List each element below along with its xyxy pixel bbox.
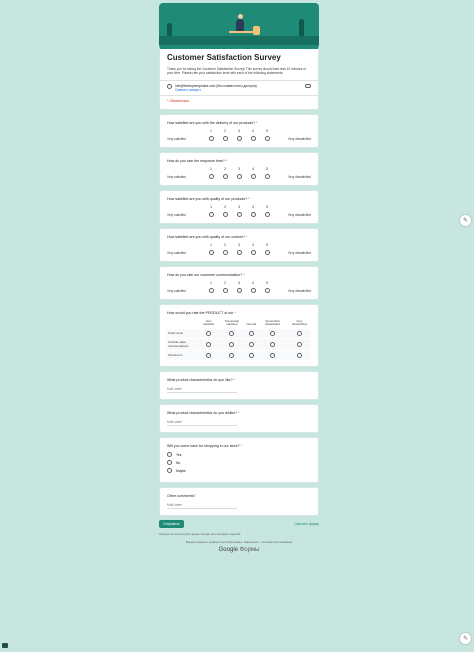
scale-radio[interactable] xyxy=(237,136,242,141)
choice-radio[interactable] xyxy=(167,460,172,465)
scale-number: 3 xyxy=(238,242,240,247)
clear-form-button[interactable]: Очистить форму xyxy=(294,522,319,527)
grid-radio[interactable] xyxy=(297,353,302,358)
question-title: How do you rate our customer communication? * xyxy=(167,272,245,277)
scale-radio[interactable] xyxy=(237,174,242,179)
footer-warning: Никогда не используйте формы Google для передачи паролей. xyxy=(159,532,242,537)
grid-radio[interactable] xyxy=(229,342,234,347)
scale-number: 5 xyxy=(266,242,268,247)
grid-radio[interactable] xyxy=(206,331,211,336)
linear-scale xyxy=(167,205,311,217)
scale-number: 4 xyxy=(252,280,254,285)
question-title: How do you rate the response time? * xyxy=(167,158,228,163)
scale-radio[interactable] xyxy=(223,212,228,217)
scale-radio[interactable] xyxy=(251,212,256,217)
floor-decoration xyxy=(159,36,319,45)
choice-radio[interactable] xyxy=(167,468,172,473)
scale-number: 2 xyxy=(224,280,226,285)
radio-grid xyxy=(167,319,311,360)
scale-radio[interactable] xyxy=(265,288,270,293)
scale-number: 4 xyxy=(252,166,254,171)
scale-number: 5 xyxy=(266,204,268,209)
required-note: * Обязательно xyxy=(167,98,190,103)
grid-radio[interactable] xyxy=(270,331,275,336)
scale-radio[interactable] xyxy=(223,250,228,255)
submit-button[interactable]: Отправить xyxy=(159,520,184,528)
choice-radio[interactable] xyxy=(167,452,172,457)
report-flag-icon[interactable] xyxy=(2,643,8,648)
scale-radio[interactable] xyxy=(265,212,270,217)
scale-radio[interactable] xyxy=(265,136,270,141)
grid-radio[interactable] xyxy=(297,331,302,336)
choice-label: Yes xyxy=(176,452,182,457)
grid-radio[interactable] xyxy=(249,342,254,347)
grid-row-label: Order desk xyxy=(167,329,199,339)
question-title: What product characteristics do you like? * xyxy=(167,378,235,383)
footer-domain-note: Форма создана в домене FreeTopTemplates. Нарушение - Условия использования xyxy=(185,540,293,545)
scale-radio[interactable] xyxy=(223,288,228,293)
scale-number: 3 xyxy=(238,280,240,285)
divider xyxy=(160,80,318,81)
grid-row-label: Outside sales representatives xyxy=(167,339,199,351)
question-title: How satisfied are you with quality of our products? * xyxy=(167,196,250,201)
scale-number: 3 xyxy=(238,166,240,171)
scale-number: 2 xyxy=(224,204,226,209)
choice-option[interactable] xyxy=(167,460,311,465)
grid-radio[interactable] xyxy=(229,353,234,358)
scale-number: 5 xyxy=(266,166,268,171)
person-head-illustration xyxy=(238,14,243,19)
grid-radio[interactable] xyxy=(297,342,302,347)
scale-low-label: Very satisfied xyxy=(167,212,186,217)
scale-radio[interactable] xyxy=(223,174,228,179)
scale-high-label: Very dissatisfied xyxy=(287,250,311,255)
grid-column-header: Very dissatisfied xyxy=(291,318,307,327)
linear-scale xyxy=(167,167,311,179)
scale-low-label: Very satisfied xyxy=(167,136,186,141)
question-card xyxy=(159,114,319,148)
cloud-saved-icon xyxy=(305,84,311,88)
question-title: What product characteristics do you dislike? * xyxy=(167,411,240,416)
question-card xyxy=(159,304,319,367)
scale-number: 5 xyxy=(266,280,268,285)
choice-label: Maybe xyxy=(176,468,186,473)
scale-number: 1 xyxy=(210,242,212,247)
scale-high-label: Very dissatisfied xyxy=(287,174,311,179)
grid-column-header: Neutral xyxy=(246,322,257,327)
chair-illustration xyxy=(253,26,260,35)
person-illustration xyxy=(236,19,244,31)
scale-number: 4 xyxy=(252,242,254,247)
form-actions xyxy=(159,520,319,528)
scale-high-label: Very dissatisfied xyxy=(287,212,311,217)
scale-number: 2 xyxy=(224,242,226,247)
form-title: Customer Satisfaction Survey xyxy=(167,53,281,62)
scale-number: 5 xyxy=(266,128,268,133)
scale-low-label: Very satisfied xyxy=(167,174,186,179)
divider xyxy=(160,95,318,96)
scale-number: 1 xyxy=(210,280,212,285)
scale-radio[interactable] xyxy=(265,250,270,255)
question-title: How satisfied are you with the delivery of our products? * xyxy=(167,120,258,125)
choice-option[interactable] xyxy=(167,468,311,473)
question-title: How would you rate the PRODUCT of our * xyxy=(167,310,236,315)
question-card xyxy=(159,487,319,516)
question-card xyxy=(159,266,319,300)
question-card xyxy=(159,437,319,483)
account-note: (без совместного доступа) xyxy=(216,83,257,88)
scale-radio[interactable] xyxy=(209,174,214,179)
grid-radio[interactable] xyxy=(206,342,211,347)
choice-label: No xyxy=(176,460,181,465)
question-card xyxy=(159,190,319,224)
grid-corner xyxy=(167,319,199,329)
edit-pencil-icon[interactable]: ✎ xyxy=(460,633,471,644)
scale-radio[interactable] xyxy=(209,250,214,255)
grid-column-header: Very satisfied xyxy=(203,318,215,327)
question-title: Other comments? xyxy=(167,494,196,499)
grid-row xyxy=(167,351,311,361)
scale-number: 4 xyxy=(252,128,254,133)
grid-radio[interactable] xyxy=(270,353,275,358)
grid-radio[interactable] xyxy=(206,353,211,358)
scale-radio[interactable] xyxy=(237,212,242,217)
desk-illustration xyxy=(229,31,255,33)
google-forms-logo xyxy=(159,547,319,553)
question-card xyxy=(159,152,319,186)
scale-number: 3 xyxy=(238,128,240,133)
grid-radio[interactable] xyxy=(270,342,275,347)
scale-radio[interactable] xyxy=(237,250,242,255)
short-answer-input[interactable]: Мой ответ xyxy=(167,420,237,426)
scale-low-label: Very satisfied xyxy=(167,288,186,293)
grid-column-header: Somewhat satisfied xyxy=(224,318,239,327)
forms-wordmark: Формы xyxy=(239,547,260,554)
linear-scale xyxy=(167,243,311,255)
question-card xyxy=(159,371,319,400)
short-answer-input[interactable]: Мой ответ xyxy=(167,387,237,393)
title-card xyxy=(159,45,319,110)
grid-radio[interactable] xyxy=(249,353,254,358)
account-row xyxy=(167,84,311,92)
question-title: Will you come back for shopping in our store? * xyxy=(167,444,243,449)
grid-row-label: Showroom xyxy=(167,351,199,361)
scale-high-label: Very dissatisfied xyxy=(287,136,311,141)
scale-radio[interactable] xyxy=(251,250,256,255)
scale-radio[interactable] xyxy=(265,174,270,179)
scale-radio[interactable] xyxy=(209,136,214,141)
scale-number: 2 xyxy=(224,128,226,133)
question-card xyxy=(159,404,319,433)
scale-low-label: Very satisfied xyxy=(167,250,186,255)
grid-row xyxy=(167,329,311,339)
account-icon xyxy=(167,84,172,89)
google-wordmark: Google xyxy=(218,547,238,554)
short-answer-input[interactable]: Мой ответ xyxy=(167,503,237,509)
choice-option[interactable] xyxy=(167,452,311,457)
scale-radio[interactable] xyxy=(209,288,214,293)
scale-number: 4 xyxy=(252,204,254,209)
grid-radio[interactable] xyxy=(229,331,234,336)
grid-column-header: Somewhat dissatisfied xyxy=(265,318,280,327)
scale-number: 1 xyxy=(210,128,212,133)
grid-row xyxy=(167,339,311,351)
scale-radio[interactable] xyxy=(209,212,214,217)
scale-number: 2 xyxy=(224,166,226,171)
scale-radio[interactable] xyxy=(237,288,242,293)
edit-pencil-icon[interactable]: ✎ xyxy=(460,215,471,226)
account-email: info@freetoptemplates.com xyxy=(175,83,216,88)
question-card xyxy=(159,228,319,262)
survey-form xyxy=(159,3,319,553)
scale-radio[interactable] xyxy=(251,288,256,293)
switch-account-link[interactable]: Сменить аккаунт xyxy=(175,87,201,92)
linear-scale xyxy=(167,281,311,293)
scale-radio[interactable] xyxy=(251,136,256,141)
scale-radio[interactable] xyxy=(251,174,256,179)
scale-number: 3 xyxy=(238,204,240,209)
header-banner-image xyxy=(159,3,319,45)
scale-high-label: Very dissatisfied xyxy=(287,288,311,293)
linear-scale xyxy=(167,129,311,141)
question-title: How satisfied are you with quality of our custom? * xyxy=(167,234,248,239)
scale-number: 1 xyxy=(210,166,212,171)
scale-number: 1 xyxy=(210,204,212,209)
form-description: Thank you for taking the Customer Satisfaction Survey! This survey should take less 10 minutes of your time. Please rate your satisfaction level with each of the following statements. xyxy=(167,67,306,76)
grid-radio[interactable] xyxy=(249,331,254,336)
scale-radio[interactable] xyxy=(223,136,228,141)
